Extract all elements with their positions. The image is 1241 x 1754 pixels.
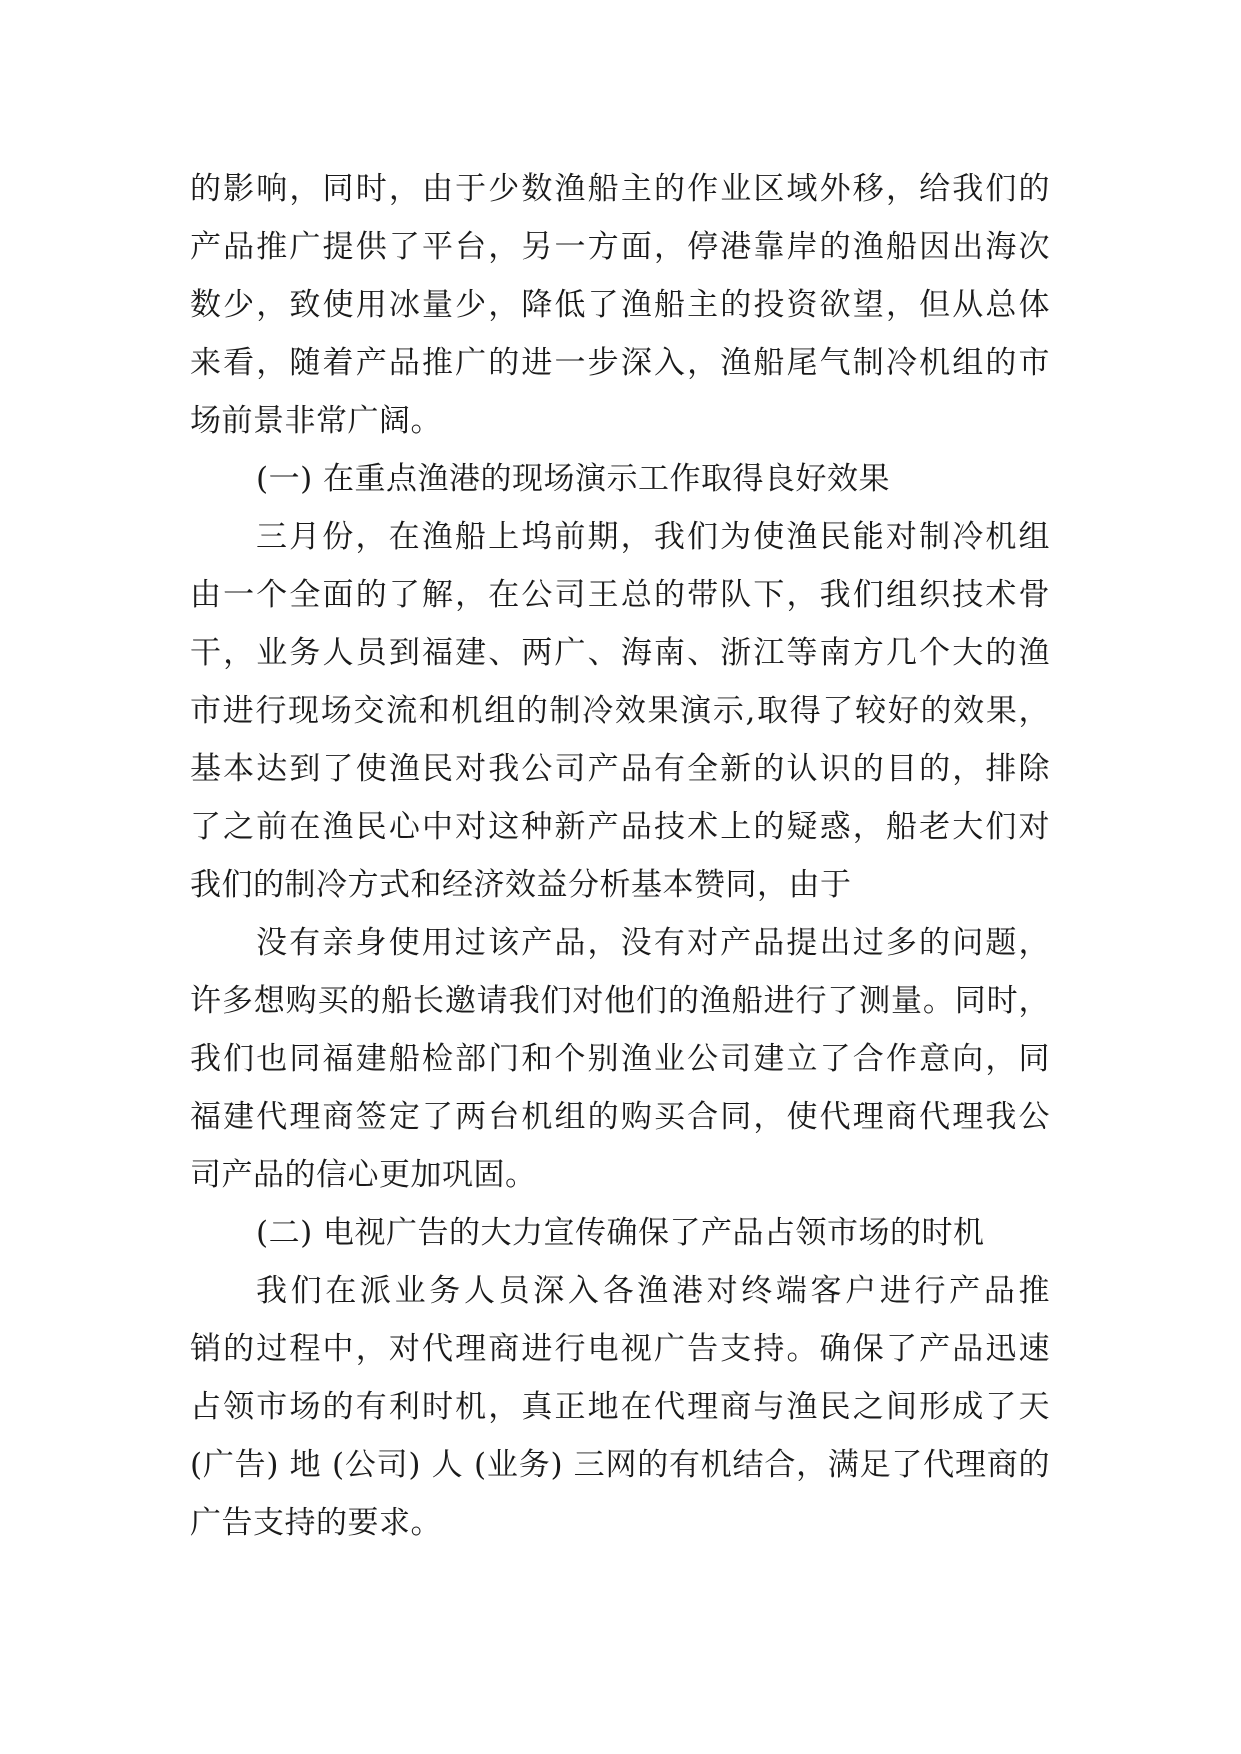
text-line: 我们在派业务人员深入各渔港对终端客户进行产品推 [256,1273,1050,1309]
text-line: 占领市场的有利时机，真正地在代理商与渔民之间形成了天 [190,1389,1050,1425]
text-line: 广告支持的要求。 [190,1505,442,1541]
text-line: (广告) 地 (公司) 人 (业务) 三网的有机结合，满足了代理商的 [190,1447,1050,1483]
text-line: 干，业务人员到福建、两广、海南、浙江等南方几个大的渔 [190,635,1050,671]
body-text [190,160,1050,1552]
text-line: 基本达到了使渔民对我公司产品有全新的认识的目的，排除 [190,751,1050,787]
section-heading-1: (一) 在重点渔港的现场演示工作取得良好效果 [256,461,891,497]
text-line: 了之前在渔民心中对这种新产品技术上的疑惑，船老大们对 [190,809,1050,845]
text-line: 我们的制冷方式和经济效益分析基本赞同，由于 [190,867,852,903]
text-line: 我们也同福建船检部门和个别渔业公司建立了合作意向，同 [190,1041,1050,1077]
text-line: 销的过程中，对代理商进行电视广告支持。确保了产品迅速 [190,1331,1050,1367]
text-line: 福建代理商签定了两台机组的购买合同，使代理商代理我公 [190,1099,1050,1135]
text-line: 由一个全面的了解，在公司王总的带队下，我们组织技术骨 [190,577,1050,613]
text-line: 来看，随着产品推广的进一步深入，渔船尾气制冷机组的市 [190,345,1050,381]
text-line: 三月份，在渔船上坞前期，我们为使渔民能对制冷机组 [256,519,1050,555]
text-line: 场前景非常广阔。 [190,403,442,439]
text-line: 产品推广提供了平台，另一方面，停港靠岸的渔船因出海次 [190,229,1050,265]
text-line: 数少，致使用冰量少，降低了渔船主的投资欲望，但从总体 [190,287,1050,323]
text-line: 许多想购买的船长邀请我们对他们的渔船进行了测量。同时， [190,983,1050,1019]
text-line: 没有亲身使用过该产品，没有对产品提出过多的问题， [256,925,1050,961]
text-line: 的影响，同时，由于少数渔船主的作业区域外移，给我们的 [190,171,1050,207]
section-heading-2: (二) 电视广告的大力宣传确保了产品占领市场的时机 [256,1215,985,1251]
text-line: 市进行现场交流和机组的制冷效果演示,取得了较好的效果， [190,693,1050,729]
text-line: 司产品的信心更加巩固。 [190,1157,537,1193]
